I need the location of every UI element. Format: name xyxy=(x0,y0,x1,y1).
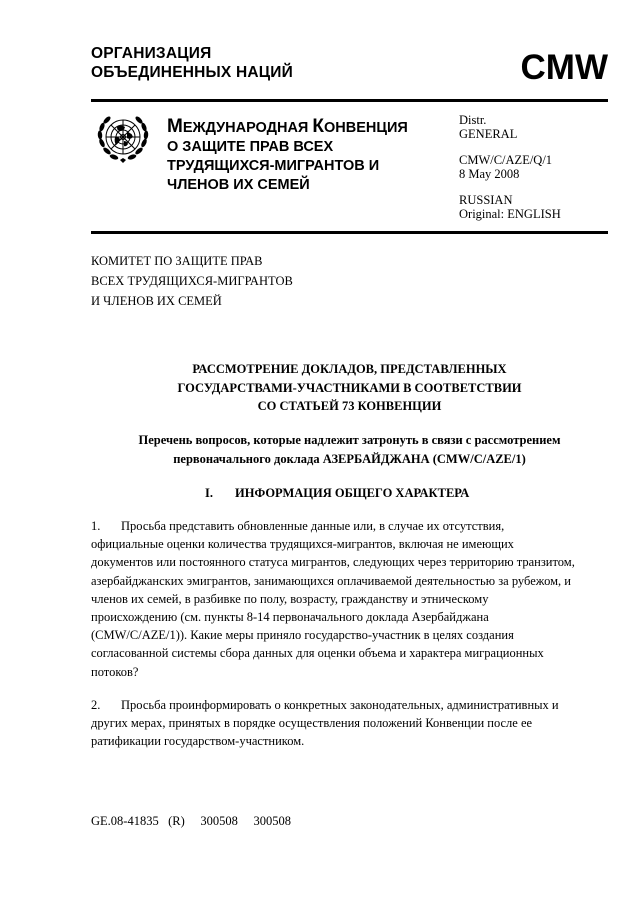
title-word-1: ЕЖДУНАРОДНАЯ xyxy=(182,120,313,136)
section-title: ИНФОРМАЦИЯ ОБЩЕГО ХАРАКТЕРА xyxy=(235,486,470,500)
document-date: 8 May 2008 xyxy=(459,167,520,181)
section-heading xyxy=(205,484,469,502)
paragraph-number: 1. xyxy=(91,519,101,533)
distribution-type: GENERAL xyxy=(459,127,518,141)
committee-line-3: И ЧЛЕНОВ ИХ СЕМЕЙ xyxy=(91,294,222,308)
paragraph-text: Просьба проинформировать о конкретных законодательных, административных и xyxy=(121,698,559,712)
convention-title-line-2: О ЗАЩИТЕ ПРАВ ВСЕХ xyxy=(167,139,334,155)
paragraph-1 xyxy=(91,517,593,681)
committee-line-2: ВСЕХ ТРУДЯЩИХСЯ-МИГРАНТОВ xyxy=(91,274,293,288)
subheading-line-2: первоначального доклада АЗЕРБАЙДЖАНА (CMW/C/AZE/1) xyxy=(173,451,526,466)
org-line-1: ОРГАНИЗАЦИЯ xyxy=(91,45,212,62)
subheading-line-1: Перечень вопросов, которые надлежит затронуть в связи с рассмотрением xyxy=(138,433,561,447)
paragraph-number: 2. xyxy=(91,698,101,712)
distribution-block xyxy=(459,113,609,221)
document-symbol: CMW/C/AZE/Q/1 xyxy=(459,153,553,167)
paragraph-line: согласованной системы сбора данных для оценки объема и характера миграционных xyxy=(91,646,544,661)
convention-title-line-4: ЧЛЕНОВ ИХ СЕМЕЙ xyxy=(167,177,310,193)
distribution-label: Distr. xyxy=(459,113,487,127)
sub-heading xyxy=(91,431,608,468)
header-bottom-divider xyxy=(91,231,608,234)
language-code: (R) xyxy=(168,814,185,828)
paragraph-2 xyxy=(91,696,593,751)
org-line-2: ОБЪЕДИНЕННЫХ НАЦИЙ xyxy=(91,64,293,81)
footer-job-line xyxy=(91,813,291,829)
paragraph-text: Просьба представить обновленные данные или, в случае их отсутствия, xyxy=(121,519,505,533)
paragraph-line: официальные оценки количества трудящихся-мигрантов, включая не имеющих xyxy=(91,537,514,552)
un-emblem-icon xyxy=(93,110,153,166)
job-number: GE.08-41835 xyxy=(91,814,159,828)
top-divider xyxy=(91,99,608,102)
date-code-2: 300508 xyxy=(253,814,291,828)
convention-title-line-1 xyxy=(167,117,447,138)
convention-title-line-3: ТРУДЯЩИХСЯ-МИГРАНТОВ И xyxy=(167,158,380,174)
original-language: Original: ENGLISH xyxy=(459,207,561,221)
paragraph-line: других мерах, принятых в порядке осуществления положений Конвенции после ее xyxy=(91,716,533,731)
title-initial-2: К xyxy=(312,116,324,137)
heading-line-2: ГОСУДАРСТВАМИ-УЧАСТНИКАМИ В СООТВЕТСТВИИ xyxy=(177,380,522,395)
organization-name xyxy=(91,44,293,82)
main-heading xyxy=(91,360,608,416)
paragraph-line xyxy=(91,517,593,535)
title-word-2: ОНВЕНЦИЯ xyxy=(323,120,408,136)
paragraph-line: ратификации государством-участником. xyxy=(91,734,305,749)
committee-line-1: КОМИТЕТ ПО ЗАЩИТЕ ПРАВ xyxy=(91,254,263,268)
heading-line-1: РАССМОТРЕНИЕ ДОКЛАДОВ, ПРЕДСТАВЛЕННЫХ xyxy=(192,362,507,376)
date-code-1: 300508 xyxy=(200,814,238,828)
heading-line-3: СО СТАТЬЕЙ 73 КОНВЕНЦИИ xyxy=(257,399,442,413)
paragraph-line: потоков? xyxy=(91,664,139,679)
paragraph-line: происхождению (см. пункты 8-14 первоначального доклада Азербайджана xyxy=(91,610,489,625)
document-series-symbol: CMW xyxy=(520,48,608,87)
paragraph-line: членов их семей, в разбивке по полу, возрасту, гражданству и этническому xyxy=(91,591,489,606)
title-initial-1: М xyxy=(167,116,183,137)
paragraph-line xyxy=(91,696,593,714)
committee-name xyxy=(91,251,293,311)
section-number: I. xyxy=(205,486,213,500)
paragraph-line: (CMW/C/AZE/1)). Какие меры приняло государство-участник в целях создания xyxy=(91,628,514,643)
paragraph-line: азербайджанских эмигрантов, занимающихся оплачиваемой деятельностью за рубежом, и xyxy=(91,573,571,588)
document-language: RUSSIAN xyxy=(459,193,513,207)
convention-title xyxy=(167,117,447,195)
paragraph-line: документов или постоянного статуса мигрантов, следующих через территорию транзитом, xyxy=(91,555,575,570)
